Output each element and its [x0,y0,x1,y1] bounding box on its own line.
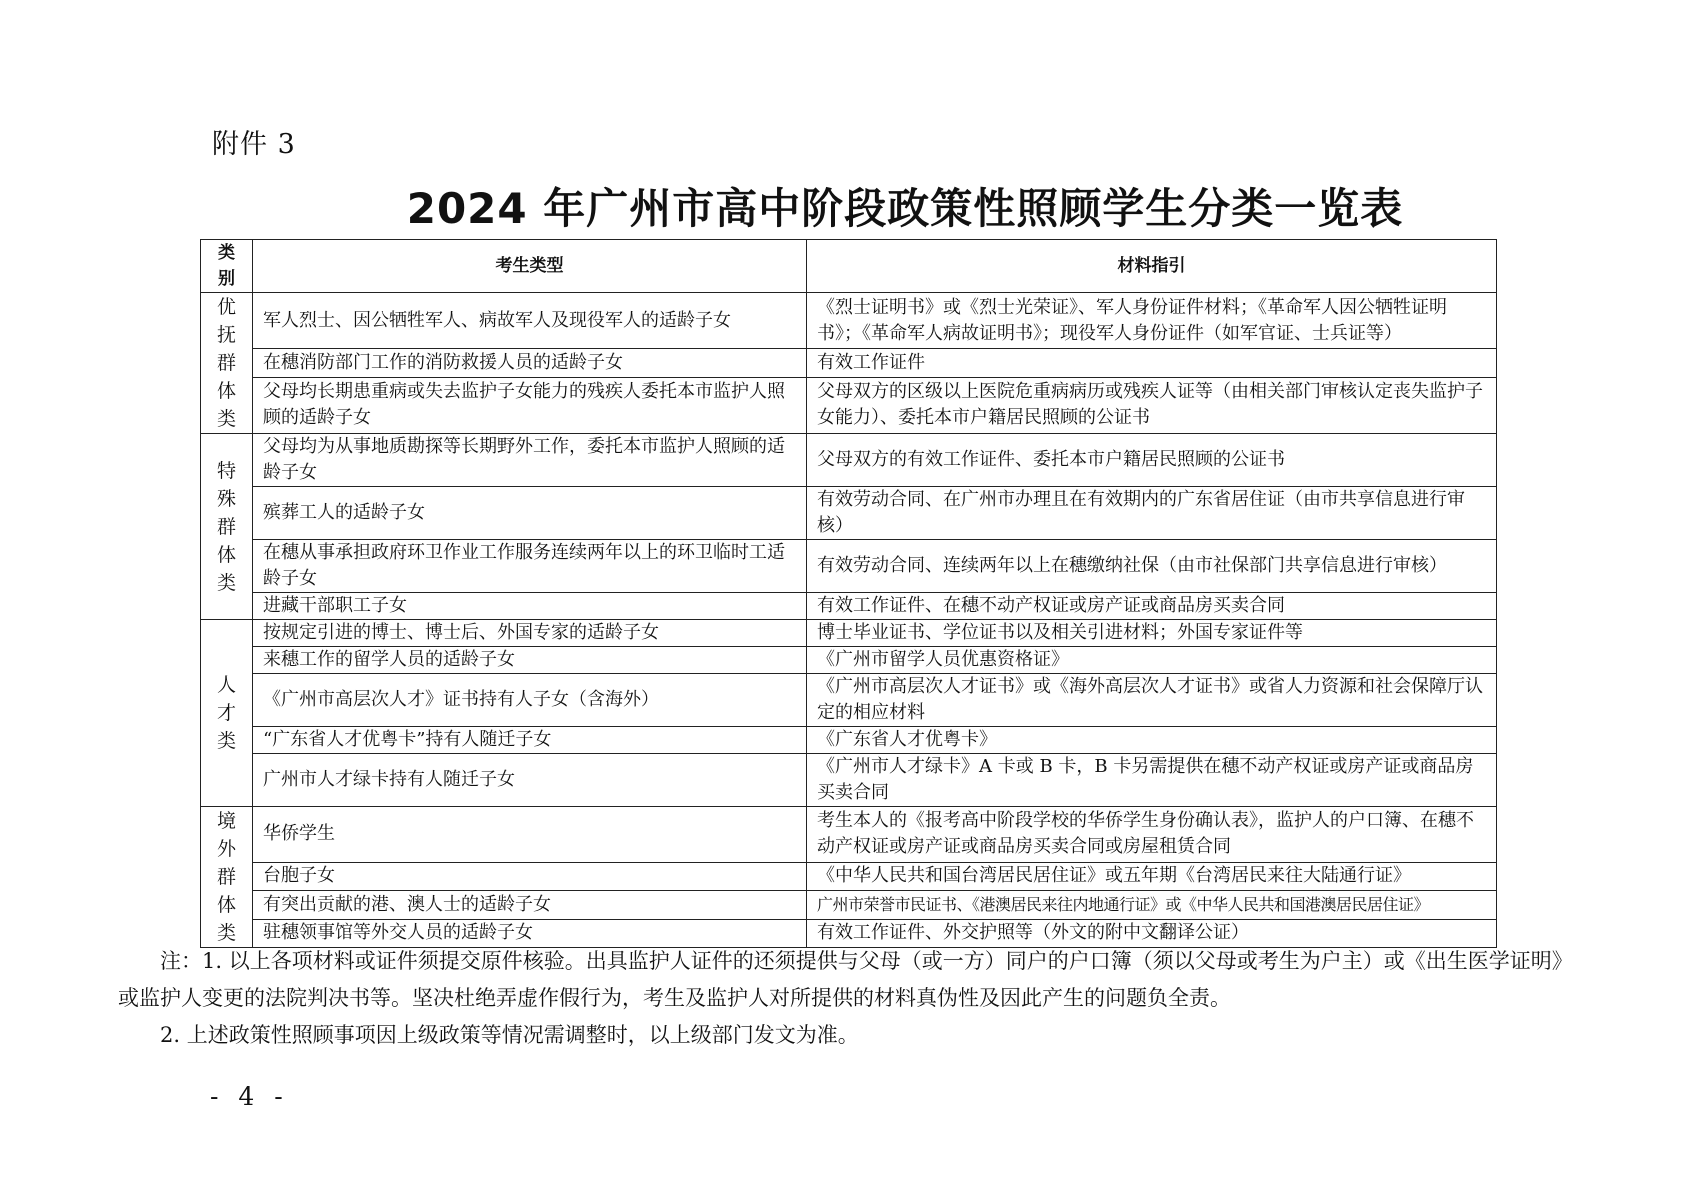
student-type-cell: 来穗工作的留学人员的适龄子女 [253,647,807,674]
student-type-cell: 在穗从事承担政府环卫作业工作服务连续两年以上的环卫临时工适龄子女 [253,540,807,593]
table-row [201,620,1497,647]
material-cell: 《中华人民共和国台湾居民居住证》或五年期《台湾居民来往大陆通行证》 [807,862,1497,890]
student-type-cell: 在穗消防部门工作的消防救援人员的适龄子女 [253,349,807,378]
student-type-cell: 父母均长期患重病或失去监护子女能力的残疾人委托本市监护人照顾的适龄子女 [253,377,807,433]
student-type-cell: 军人烈士、因公牺牲军人、病故军人及现役军人的适龄子女 [253,293,807,349]
header-materials: 材料指引 [807,240,1497,293]
category-cell [201,293,253,434]
category-label: 境外群体类 [216,810,236,944]
table-row [201,674,1497,727]
table-row [201,727,1497,754]
table-row [201,593,1497,620]
material-cell: 《烈士证明书》或《烈士光荣证》、军人身份证件材料；《革命军人因公牺牲证明书》；《革命军人病故证明书》；现役军人身份证件（如军官证、士兵证等） [807,293,1497,349]
table-row [201,647,1497,674]
category-cell [201,620,253,807]
note-1: 注：1. 以上各项材料或证件须提交原件核验。出具监护人证件的还须提供与父母（或一方）同户的户口簿（须以父母或考生为户主）或《出生医学证明》或监护人变更的法院判决书等。坚决杜绝弄虚作假行为，考生及监护人对所提供的材料真伪性及因此产生的问题负全责。 [118,949,1563,1010]
material-cell: 有效工作证件 [807,349,1497,378]
student-type-cell: 按规定引进的博士、博士后、外国专家的适龄子女 [253,620,807,647]
notes-section [118,943,1568,1054]
material-cell: 父母双方的区级以上医院危重病病历或残疾人证等（由相关部门审核认定丧失监护子女能力）、委托本市户籍居民照顾的公证书 [807,377,1497,433]
header-student-type: 考生类型 [253,240,807,293]
table-row [201,434,1497,487]
student-type-cell: 殡葬工人的适龄子女 [253,487,807,540]
attachment-label: 附件 3 [212,129,296,160]
student-type-cell: “广东省人才优粤卡”持有人随迁子女 [253,727,807,754]
table-row [201,487,1497,540]
student-type-cell: 台胞子女 [253,862,807,890]
material-cell: 有效工作证件、在穗不动产权证或房产证或商品房买卖合同 [807,593,1497,620]
student-type-cell: 有突出贡献的港、澳人士的适龄子女 [253,891,807,919]
category-label: 人才类 [216,674,236,752]
header-category: 类别 [201,240,253,293]
student-type-cell: 华侨学生 [253,807,807,863]
material-cell: 《广东省人才优粤卡》 [807,727,1497,754]
category-label: 优抚群体类 [216,296,236,430]
student-type-cell: 进藏干部职工子女 [253,593,807,620]
page-number: - 4 - [210,1082,289,1111]
table-row [201,807,1497,863]
material-cell: 《广州市人才绿卡》A 卡或 B 卡，B 卡另需提供在穗不动产权证或房产证或商品房买卖合同 [807,754,1497,807]
table-row [201,891,1497,919]
table-row [201,349,1497,378]
table-row [201,754,1497,807]
category-label: 特殊群体类 [216,459,236,594]
material-cell: 博士毕业证书、学位证书以及相关引进材料；外国专家证件等 [807,620,1497,647]
table-row [201,293,1497,349]
policy-table [200,239,1497,948]
note-2: 2. 上述政策性照顾事项因上级政策等情况需调整时，以上级部门发文为准。 [160,1023,859,1047]
student-type-cell: 父母均为从事地质勘探等长期野外工作，委托本市监护人照顾的适龄子女 [253,434,807,487]
material-cell: 父母双方的有效工作证件、委托本市户籍居民照顾的公证书 [807,434,1497,487]
material-cell: 考生本人的《报考高中阶段学校的华侨学生身份确认表》，监护人的户口簿、在穗不动产权证或房产证或商品房买卖合同或房屋租赁合同 [807,807,1497,863]
table-row [201,377,1497,433]
material-cell: 广州市荣誉市民证书、《港澳居民来往内地通行证》或《中华人民共和国港澳居民居住证》 [807,891,1497,919]
student-type-cell: 驻穗领事馆等外交人员的适龄子女 [253,919,807,947]
student-type-cell: 《广州市高层次人才》证书持有人子女（含海外） [253,674,807,727]
table-row [201,540,1497,593]
material-cell: 有效工作证件、外交护照等（外文的附中文翻译公证） [807,919,1497,947]
material-cell: 《广州市留学人员优惠资格证》 [807,647,1497,674]
document-title: 2024 年广州市高中阶段政策性照顾学生分类一览表 [406,184,1404,233]
material-cell: 有效劳动合同、连续两年以上在穗缴纳社保（由市社保部门共享信息进行审核） [807,540,1497,593]
table-header-row [201,240,1497,293]
category-cell [201,807,253,948]
student-type-cell: 广州市人才绿卡持有人随迁子女 [253,754,807,807]
category-cell [201,434,253,620]
material-cell: 《广州市高层次人才证书》或《海外高层次人才证书》或省人力资源和社会保障厅认定的相应材料 [807,674,1497,727]
table-row [201,862,1497,890]
material-cell: 有效劳动合同、在广州市办理且在有效期内的广东省居住证（由市共享信息进行审核） [807,487,1497,540]
